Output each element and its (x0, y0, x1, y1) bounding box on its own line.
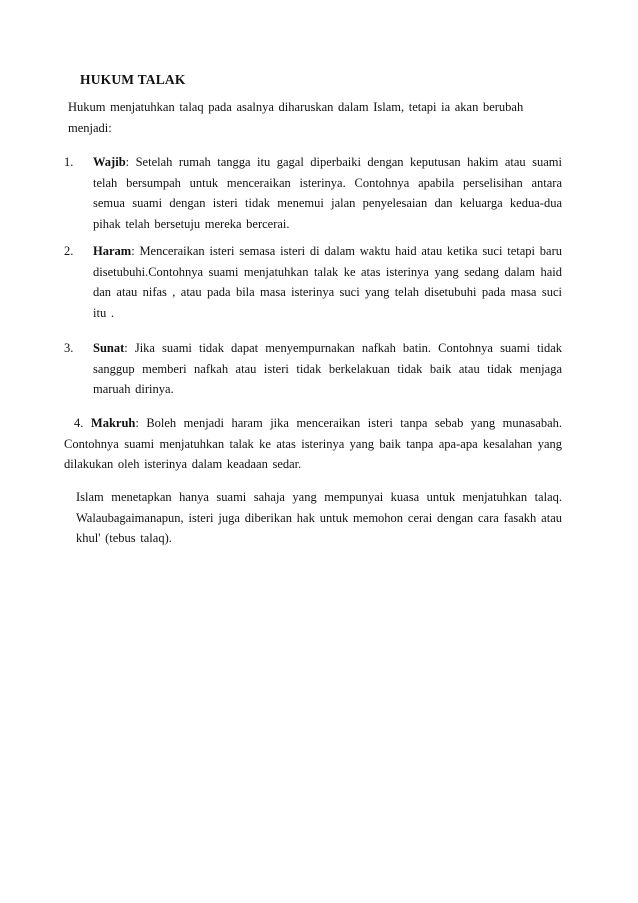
closing-paragraph: Islam menetapkan hanya suami sahaja yang mempunyai kuasa untuk menjatuhkan talaq. Walaubagaimanapun, isteri juga diberikan hak untuk memohon cerai dengan cara fasakh atau khul' (tebus talaq). (76, 490, 562, 545)
list-item-body (93, 241, 562, 323)
list-item-number: 3. (64, 341, 74, 355)
list-item-term: Makruh (90, 416, 136, 430)
list-item-makruh (64, 413, 562, 475)
list-item-haram (64, 241, 562, 323)
list-item-term: Sunat (93, 341, 125, 355)
list-item-number: 1. (64, 155, 74, 169)
list-item-number: 2. (64, 244, 74, 258)
list-item-term: Wajib (93, 155, 126, 169)
list-item-term: Haram (93, 244, 132, 258)
list-item-number: 4. (74, 416, 84, 430)
intro-paragraph: Hukum menjatuhkan talaq pada asalnya diharuskan dalam Islam, tetapi ia akan berubah menjadi: (68, 100, 524, 135)
list-item-sunat (64, 338, 562, 400)
list-item-text: : Jika suami tidak dapat menyempurnakan nafkah batin. Contohnya suami tidak sanggup memberi nafkah atau isteri tidak berkelakuan tidak baik atau tidak menjaga maruah dirinya. (93, 341, 562, 396)
list-item-body (93, 338, 562, 400)
list-item-body (93, 152, 562, 234)
list-item-text: : Boleh menjadi haram jika menceraikan isteri tanpa sebab yang munasabah. Contohnya suami menjatuhkan talak ke atas isterinya yang baik tanpa apa-apa kesalahan yang dilakukan oleh isterinya dalam keadaan sedar. (64, 416, 562, 471)
list-item-text: : Menceraikan isteri semasa isteri di dalam waktu haid atau ketika suci tetapi baru disetubuhi.Contohnya suami menjatuhkan talak ke atas isterinya yang sedang dalam haid dan atau nifas , atau pada bila masa isterinya suci yang telah disetubuhi pada masa suci itu . (93, 244, 562, 320)
list-item-wajib (64, 152, 562, 234)
list-item-text: : Setelah rumah tangga itu gagal diperbaiki dengan keputusan hakim atau suami telah bersumpah untuk menceraikan isterinya. Contohnya apabila perselisihan antara semua suami dengan isteri tidak menemui jalan penyelesaian dan keluarga kedua-dua pihak telah bersetuju mereka bercerai. (93, 155, 562, 231)
document-title: HUKUM TALAK (80, 72, 186, 87)
